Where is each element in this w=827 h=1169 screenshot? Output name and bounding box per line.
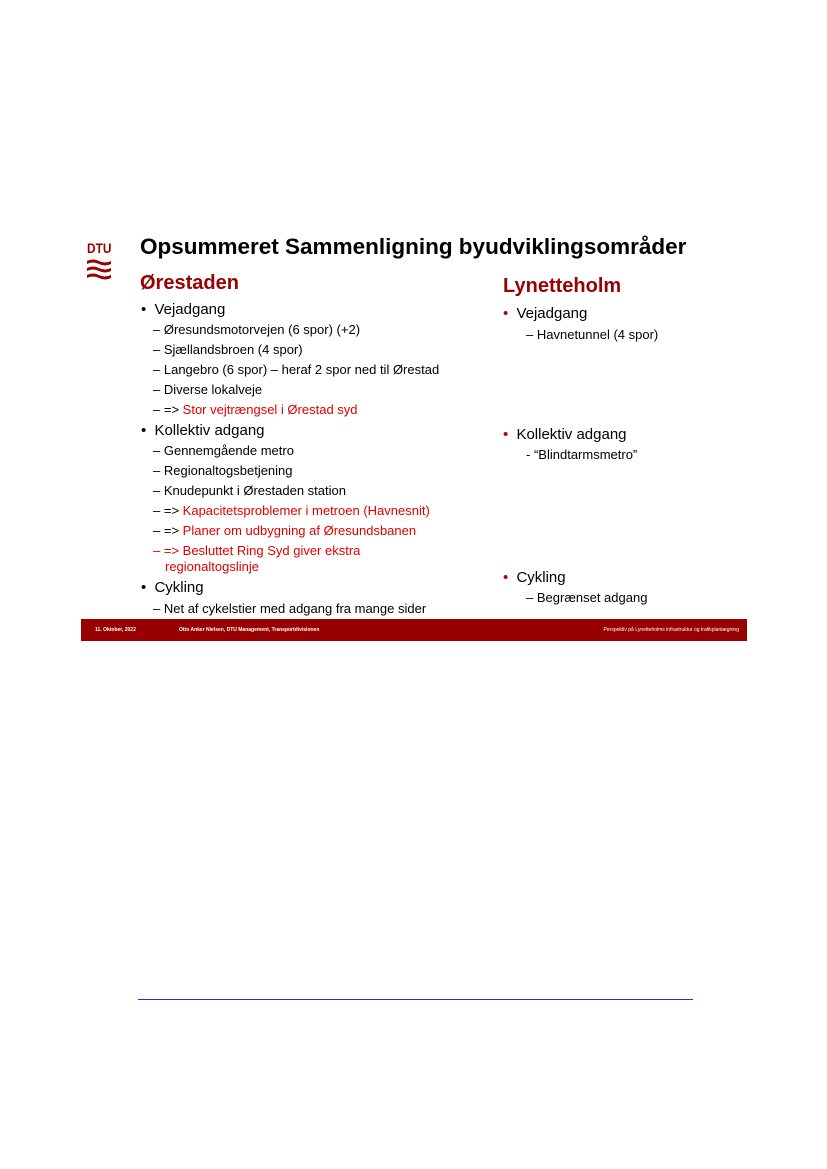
left-subitem: – Sjællandsbroen (4 spor) bbox=[153, 342, 303, 357]
left-item-cykling: • Cykling bbox=[141, 579, 204, 596]
left-item-vejadgang: • Vejadgang bbox=[141, 301, 226, 318]
footer-topic: Perspektiv på Lynetteholms infrastruktur og trafikplanlægning bbox=[603, 627, 739, 633]
left-subitem: – Øresundsmotorvejen (6 spor) (+2) bbox=[153, 322, 361, 337]
left-item-kollektiv: • Kollektiv adgang bbox=[141, 422, 265, 439]
left-subitem-highlight: – => Stor vejtrængsel i Ørestad syd bbox=[153, 402, 358, 417]
right-heading: Lynetteholm bbox=[503, 275, 622, 297]
right-item-vejadgang: • Vejadgang bbox=[503, 305, 588, 322]
left-subitem: – Net af cykelstier med adgang fra mange sider bbox=[153, 601, 427, 616]
footer-author: Otto Anker Nielsen, DTU Management, Transportdivisionen bbox=[179, 627, 320, 633]
left-subitem: – Langebro (6 spor) – heraf 2 spor ned til Ørestad bbox=[153, 362, 440, 377]
left-subitem-highlight: – => Besluttet Ring Syd giver ekstra bbox=[153, 543, 361, 558]
right-subitem: – Begrænset adgang bbox=[526, 590, 648, 605]
left-subitem-highlight: – => Kapacitetsproblemer i metroen (Havnesnit) bbox=[153, 503, 430, 518]
slide-footer bbox=[81, 619, 747, 641]
right-item-kollektiv: • Kollektiv adgang bbox=[503, 426, 627, 443]
left-heading: Ørestaden bbox=[140, 272, 239, 294]
dtu-logo bbox=[87, 240, 117, 280]
page-rule bbox=[138, 999, 693, 1000]
right-subitem: - “Blindtarmsmetro” bbox=[526, 447, 638, 462]
dtu-waves-icon bbox=[87, 258, 111, 280]
slide bbox=[81, 230, 747, 642]
right-item-cykling: • Cykling bbox=[503, 569, 566, 586]
left-subitem-continuation: regionaltogslinje bbox=[165, 559, 259, 574]
slide-title: Opsummeret Sammenligning byudviklingsområder bbox=[140, 234, 687, 259]
footer-date: 11. Oktober, 2022 bbox=[95, 627, 136, 633]
left-subitem-highlight: – => Planer om udbygning af Øresundsbanen bbox=[153, 523, 417, 538]
left-subitem: – Regionaltogsbetjening bbox=[153, 463, 293, 478]
left-subitem: – Gennemgående metro bbox=[153, 443, 294, 458]
left-subitem: – Diverse lokalveje bbox=[153, 382, 263, 397]
left-subitem: – Knudepunkt i Ørestaden station bbox=[153, 483, 346, 498]
right-subitem: – Havnetunnel (4 spor) bbox=[526, 327, 659, 342]
dtu-logo-text: DTU bbox=[87, 240, 112, 256]
